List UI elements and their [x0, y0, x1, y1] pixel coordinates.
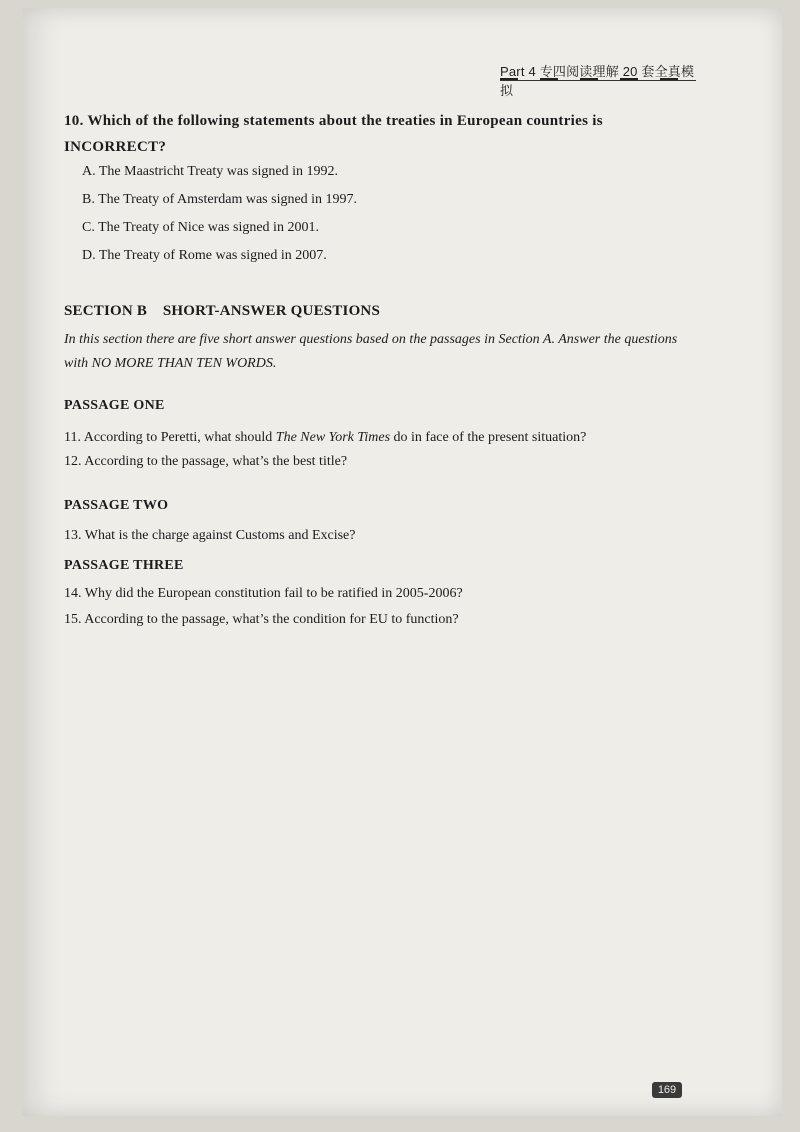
question-15	[64, 612, 459, 628]
question-14	[64, 586, 463, 602]
question-13	[64, 528, 355, 544]
question-10-stem	[64, 108, 694, 160]
question-13-text: 13. What is the charge against Customs and Excise?	[64, 528, 356, 543]
newspaper-title: The New York Times	[275, 430, 391, 445]
header-rule	[500, 80, 696, 81]
option-c: C. The Treaty of Nice was signed in 2001.	[82, 220, 319, 235]
section-b-title: SECTION B SHORT-ANSWER QUESTIONS	[64, 303, 381, 319]
question-15-text: 15. According to the passage, what’s the condition for EU to function?	[64, 612, 459, 627]
passage-two-title: PASSAGE TWO	[64, 498, 169, 513]
question-11-text-a: 11. According to Peretti, what should	[64, 430, 276, 445]
option-d: D. The Treaty of Rome was signed in 2007.	[82, 248, 327, 263]
question-number: 10.	[64, 113, 84, 129]
question-11-text-b: do in face of the present situation?	[390, 430, 587, 445]
question-12	[64, 454, 347, 470]
question-12-text: 12. According to the passage, what’s the best title?	[64, 454, 348, 469]
option-a: A. The Maastricht Treaty was signed in 1992.	[82, 164, 338, 179]
option-b: B. The Treaty of Amsterdam was signed in 1997.	[82, 192, 358, 207]
passage-one-title: PASSAGE ONE	[64, 398, 165, 413]
question-14-text: 14. Why did the European constitution fail to be ratified in 2005-2006?	[64, 586, 463, 601]
section-b-instructions: In this section there are five short answer questions based on the passages in Section A. Answer the questions with NO MORE THAN TEN WORDS.	[64, 332, 678, 371]
question-11	[64, 430, 586, 446]
question-10	[64, 108, 694, 160]
book-page	[22, 8, 782, 1116]
header-title: Part 4 专四阅读理解 20 套全真模拟	[500, 64, 695, 98]
question-text: Which of the following statements about the treaties in European countries is INCORRECT?	[64, 113, 603, 155]
passage-three-title: PASSAGE THREE	[64, 558, 184, 573]
running-header	[474, 56, 696, 98]
page-number: 169	[652, 1082, 682, 1098]
